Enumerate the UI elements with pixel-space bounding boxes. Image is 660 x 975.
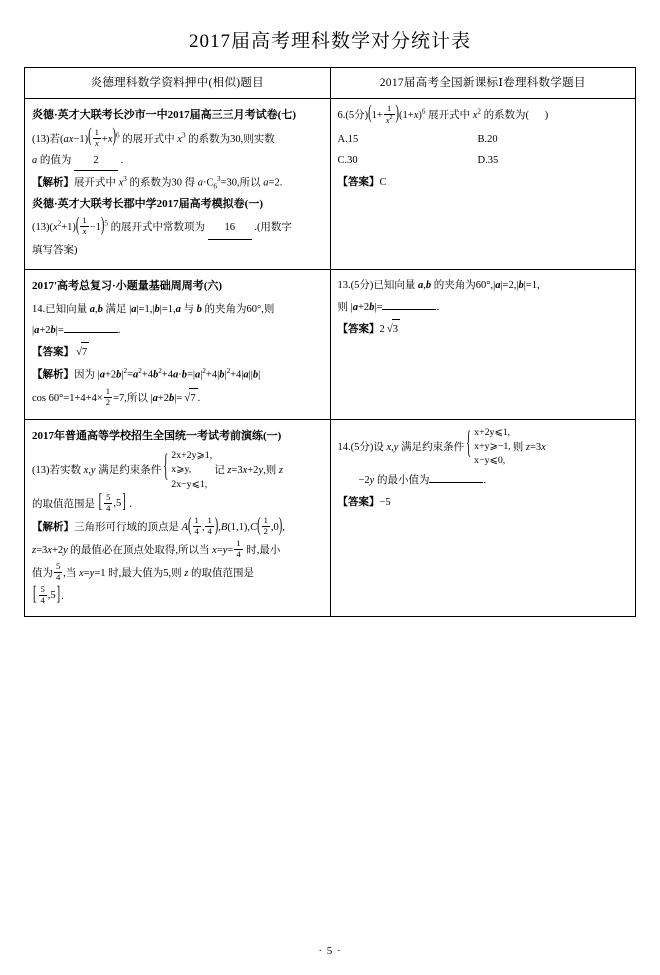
option-d: D.35 — [477, 154, 499, 166]
row2-source-1: 2017'高考总复习·小题量基础周周考(六) — [32, 280, 223, 293]
header-right: 2017届高考全国新课标Ⅰ卷理科数学题目 — [330, 68, 636, 99]
row1-question-2: $(13)(x^2+1)$( $\frac{1}{x}$ −1)$^5$ 的展开式中常数项为 16 .(用数字 — [32, 217, 323, 239]
row3-left-cell — [25, 419, 331, 617]
row3-right-answer: 【答案】−5 — [337, 496, 391, 508]
row3-source-1: 2017年普通高等学校招生全国统一考试考前演练(一) — [32, 429, 282, 442]
table-row — [25, 99, 636, 270]
sys-row: 2x+2y⩾1, — [171, 450, 213, 462]
sys-row: x+2y⩽1, — [474, 426, 511, 438]
row1-right-cell — [330, 99, 636, 270]
row3-question-cont: 的取值范围是 [ $\frac{5}{4}$ ,5 ] . — [32, 492, 133, 514]
table-row — [25, 270, 636, 419]
row3-right-cell — [330, 419, 636, 617]
table-row — [25, 419, 636, 617]
table-header-row — [25, 68, 636, 99]
row2-answer: 【答案】 √7 — [32, 342, 323, 363]
option-b: B.20 — [477, 133, 498, 145]
row3-solution-3: 值为 $\frac{5}{4}$ ,当 x=y=1 时,最大值为5,则 z 的取值范围是 — [32, 560, 254, 582]
row3-solution-4: [ $\frac{5}{4}$ ,5 ] . — [33, 583, 64, 606]
row3-right-system: { x+2y⩽1, x+y⩾−1, x−y⩽0, — [466, 426, 511, 467]
comparison-table — [24, 67, 636, 617]
row2-question: 14.已知向量 a,b 满足 |a|=1,|b|=1,a 与 b 的夹角为60°,则 — [32, 303, 275, 315]
header-left: 炎德理科数学资料押中(相似)题目 — [25, 68, 331, 99]
row1-left-cell — [25, 99, 331, 270]
row1-options-cd — [338, 150, 629, 171]
option-a: A.15 — [337, 133, 359, 145]
row2-solution-2: cos 60°=1+4+4× $\frac{1}{2}$ =7,所以 |a+2b|= √7 . — [32, 385, 201, 407]
option-c: C.30 — [337, 154, 358, 166]
row1-options-ab — [338, 129, 629, 150]
row3-question: (13)若实数 x,y 满足约束条件 { 2x+2y⩾1, x⩾y, 2x−y⩽1, 记 z=3x+2y,则 z — [32, 449, 323, 492]
row1-question-1-cont: a 的值为 2 . — [32, 152, 323, 171]
row2-left-cell — [25, 270, 331, 419]
sys-row: 2x−y⩽1, — [171, 478, 208, 490]
row3-solution-2: z=3x+2y 的最值必在顶点处取得,所以当 x=y= $\frac{1}{4}$ 时,最小 — [32, 538, 281, 560]
row2-question-cont: |a+2b|= . — [32, 322, 323, 340]
row1-question-2-cont: 填写答案) — [32, 244, 78, 256]
row1-question-1: (13)若(ax−1)( $\frac{1}{x}$ +x)$^6$ 的展开式中 $x^3$ 的系数为30,则实数 — [32, 126, 275, 148]
row2-right-cell — [330, 270, 636, 419]
sys-row: x⩾y, — [171, 464, 192, 476]
row1-right-question: 6.(5分)(1+ $\frac{1}{x^2}$ )$(1+x)^6$ 展开式中 $x^2$ 的系数为( ) — [337, 103, 549, 125]
row1-solution-1: 【解析】展开式中 $x^3$ 的系数为30 得 $a\cdot C_6^3=30$,所以 a=2. — [32, 174, 283, 191]
row2-right-question: 13.(5分)已知向量 a,b 的夹角为60°,|a|=2,|b|=1, — [337, 280, 540, 292]
row3-system: { 2x+2y⩾1, x⩾y, 2x−y⩽1, — [163, 450, 213, 490]
page-title: 2017届高考理科数学对分统计表 — [188, 31, 471, 52]
row2-solution-1: 【解析】因为 $|a+2b|^2=a^2+4b^2+4a\cdot b=|a|^2+4|b|^2+4|a||b|$ — [32, 367, 261, 381]
row3-right-question: 14.(5分)设 x,y 满足约束条件 { x+2y⩽1, x+y⩾−1, x−y⩽0, 则 z=3x — [338, 426, 629, 469]
sys-row: x+y⩾−1, — [474, 440, 511, 452]
row2-right-answer: 【答案】2 √3 — [338, 319, 629, 340]
row3-solution-1: 【解析】三角形可行域的顶点是 A( $\frac{1}{4}$ , $\frac{1}{4}$ ),B(1,1),C( $\frac{1}{2}$ ,0), — [32, 515, 285, 537]
document-page — [0, 26, 660, 975]
row1-source-2: 炎德·英才大联考长郡中学2017届高考模拟卷(一) — [32, 197, 263, 210]
row1-right-answer: 【答案】C — [337, 176, 387, 188]
sys-row: x−y⩽0, — [474, 455, 506, 467]
page-footer: · 5 · — [318, 945, 342, 957]
row2-right-question-cont: 则 |a+2b|= . — [338, 299, 629, 317]
row1-source-1: 炎德·英才大联考长沙市一中2017届高三三月考试卷(七) — [32, 109, 296, 121]
row3-right-question-cont: −2y 的最小值为 . — [338, 471, 629, 491]
